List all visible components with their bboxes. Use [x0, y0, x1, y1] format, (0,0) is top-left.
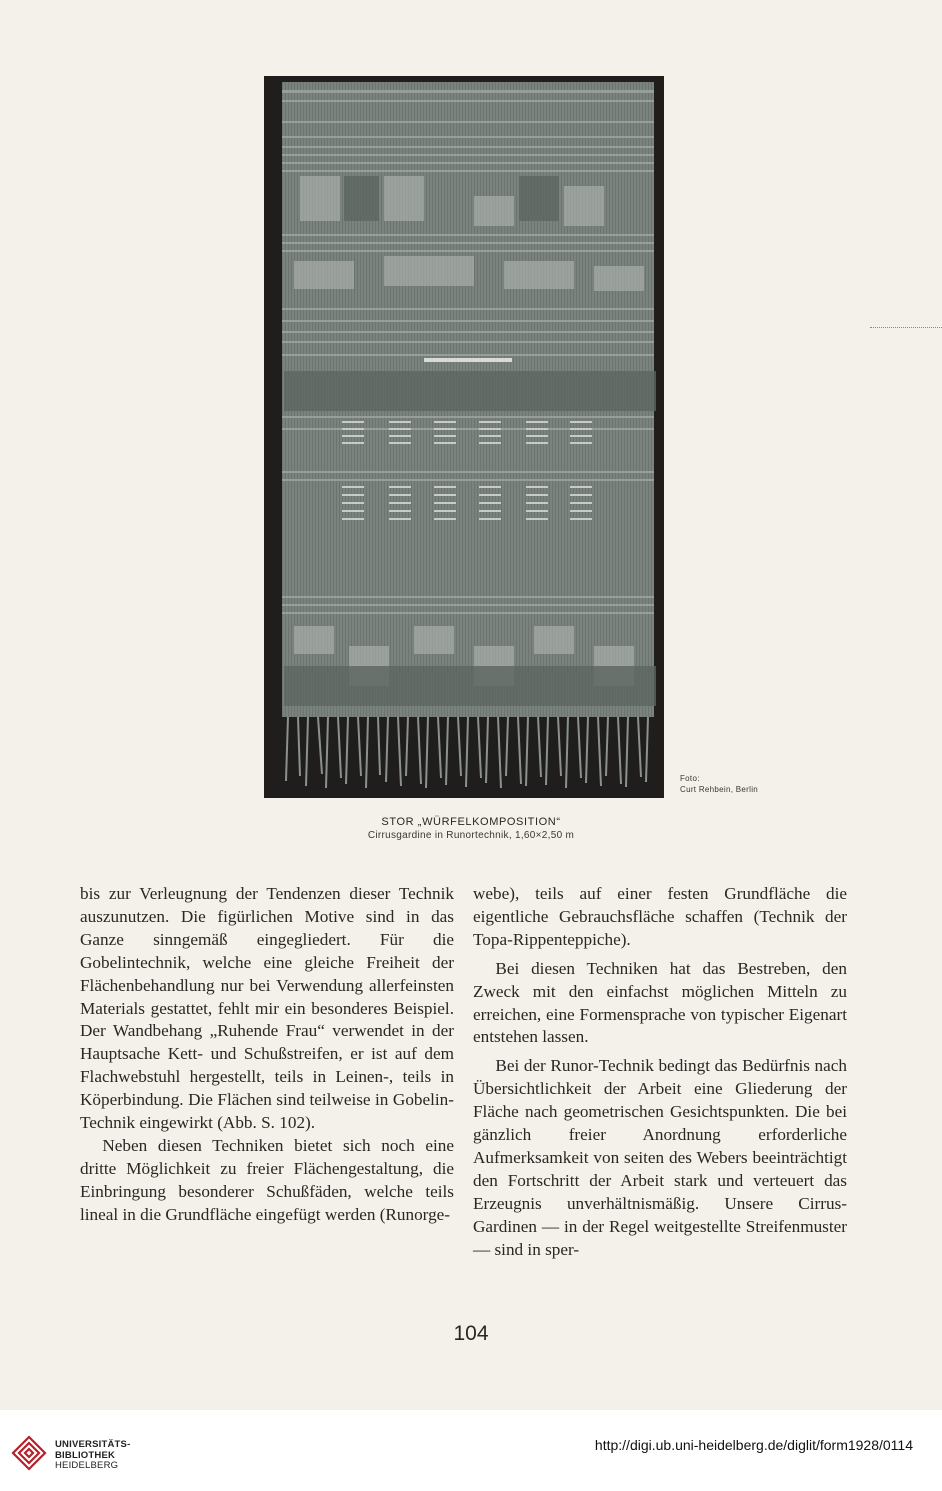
right-paragraph-3: Bei der Runor-Technik bedingt das Bedürfnis nach Übersichtlichkeit der Arbeit eine Gliederung der Fläche nach geometrischen Gesichtspunkten. Die bei gänzlich freier Anordnung erforderliche Aufmerksamkeit von seiten des Webers beeinträchtigt den Fortschritt der Arbeit stark und verteuert das Erzeugnis unverhältnismäßig. Unsere Cirrus-Gardinen — in der Regel weitgestellte Streifenmuster — sind in sper-: [473, 1056, 847, 1259]
caption-title: STOR „WÜRFELKOMPOSITION“: [381, 816, 561, 828]
curtain-pattern-illustration: [264, 76, 664, 798]
page-number: 104: [453, 1322, 489, 1345]
right-paragraph-2: Bei diesen Techniken hat das Bestreben, den Zweck mit den einfachst möglichen Mitteln zu erreichen, eine Formensprache von typischer Eigenart entstehen lassen.: [473, 958, 847, 1047]
caption-subtitle: Cirrusgardine in Runortechnik, 1,60×2,50 m: [367, 830, 575, 841]
photo-credit-label: Foto:: [680, 774, 700, 783]
photo-credit: [680, 773, 758, 795]
left-paragraph-2: Neben diesen Techniken bietet sich noch eine dritte Möglichkeit zu freier Flächengestaltung, die Einbringung besonderer Schußfäden, welche teils lineal in die Grundfläche eingefügt werden (Runorge-: [80, 1135, 454, 1224]
library-name: [55, 1440, 130, 1472]
library-name-line3: HEIDELBERG: [55, 1460, 119, 1471]
curtain-photograph: [264, 76, 664, 798]
left-paragraph-1: bis zur Verleugnung der Tendenzen dieser Technik auszunutzen. Die figürlichen Motive sind in das Ganze sinngemäß eingegliedert. Für die Gobelintechnik, welche eine gleiche Freiheit der Flächenbehandlung nur bei Verwendung allerfeinsten Materials gestattet, fehlt mir ein besonderes Beispiel. Der Wandbehang „Ruhende Frau“ verwendet in der Hauptsache Kett- und Schußstreifen, er ist auf dem Flachwebstuhl hergestellt, teils in Leinen-, teils in Köperbindung. Die Flächen sind teilweise in Gobelin-Technik eingewirkt (Abb. S. 102).: [80, 884, 454, 1133]
permalink-url[interactable]: http://digi.ub.uni-heidelberg.de/diglit/form1928/0114: [594, 1437, 913, 1453]
library-name-line2: BIBLIOTHEK: [55, 1449, 116, 1461]
left-text-column: [80, 883, 454, 1227]
dotted-margin-line: [870, 327, 942, 328]
photo-credit-name: Curt Rehbein, Berlin: [680, 785, 759, 794]
university-library-logo-icon: [10, 1434, 48, 1472]
right-paragraph-1: webe), teils auf einer festen Grundfläche die eigentliche Gebrauchsfläche schaffen (Technik der Topa-Rippenteppiche).: [473, 884, 847, 949]
right-text-column: [473, 883, 847, 1262]
library-name-line1: UNIVERSITÄTS-: [55, 1439, 131, 1450]
